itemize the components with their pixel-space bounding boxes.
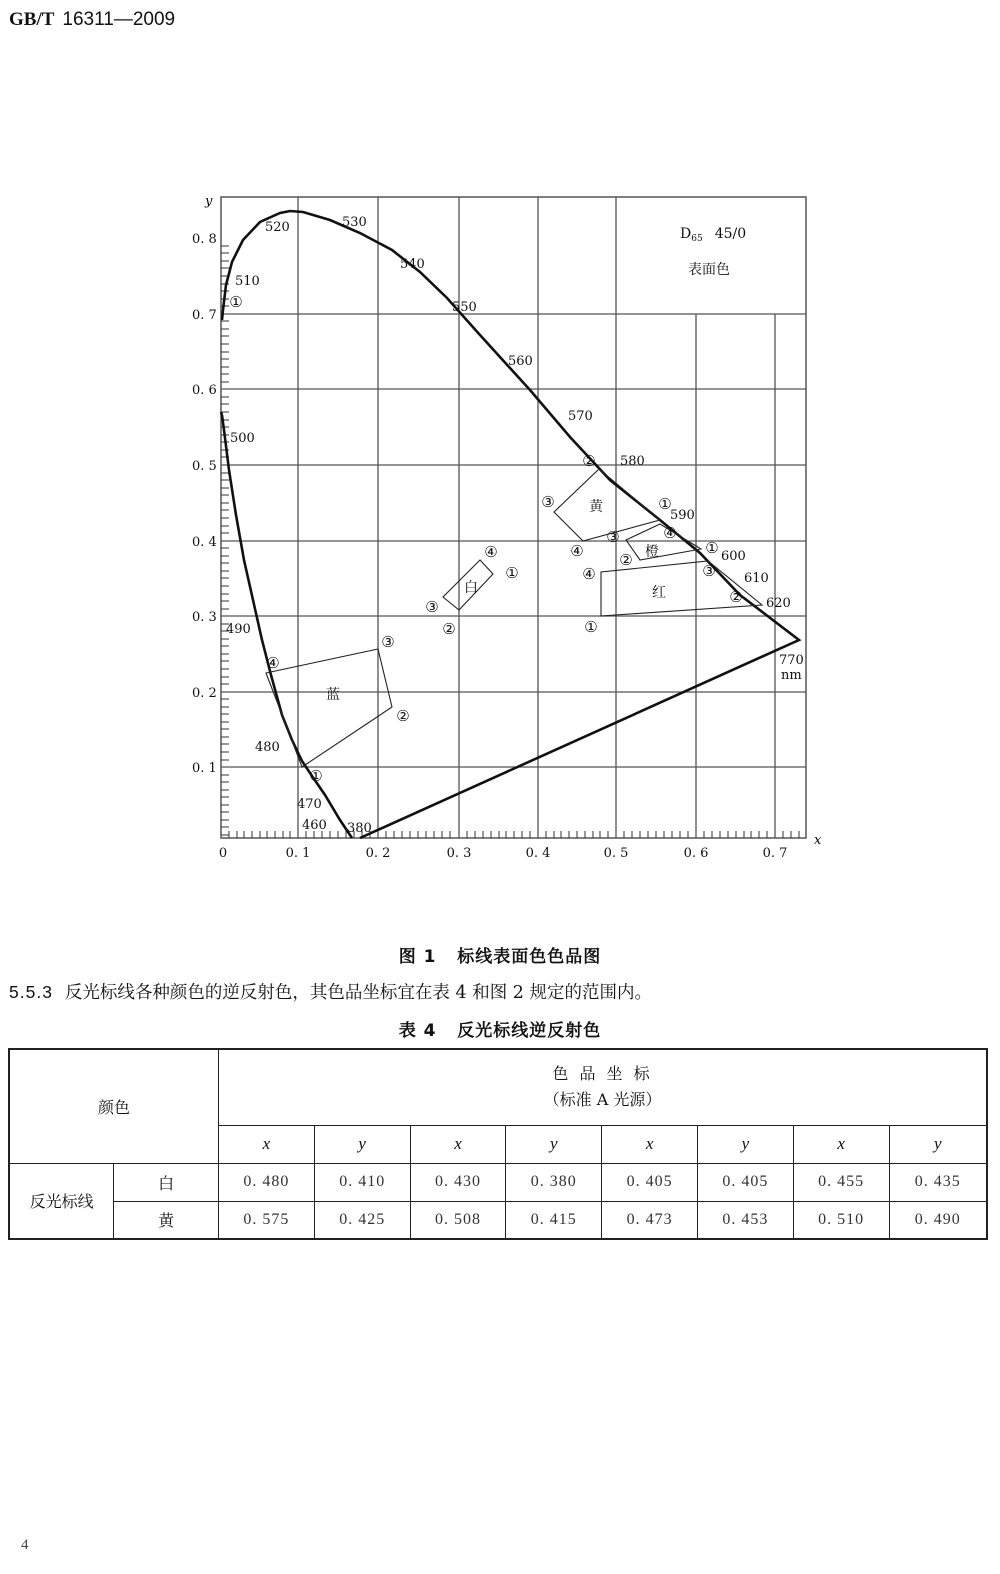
figure-caption: 图 1 标线表面色色品图 xyxy=(398,947,602,967)
svg-text:550: 550 xyxy=(452,300,477,315)
table-caption: 表 4 反光标线逆反射色 xyxy=(398,1021,602,1041)
x-axis-label: x xyxy=(814,833,822,848)
svg-text:③: ③ xyxy=(381,633,395,651)
svg-text:0. 3: 0. 3 xyxy=(192,610,217,625)
svg-text:490: 490 xyxy=(226,622,251,637)
header-color: 颜色 xyxy=(9,1049,219,1163)
svg-text:红: 红 xyxy=(652,585,666,601)
svg-text:白: 白 xyxy=(464,580,478,596)
svg-text:②: ② xyxy=(396,707,410,725)
svg-text:①: ① xyxy=(584,618,598,636)
svg-text:②: ② xyxy=(582,452,596,470)
svg-text:500: 500 xyxy=(230,431,255,446)
svg-text:蓝: 蓝 xyxy=(326,687,340,703)
svg-text:0. 8: 0. 8 xyxy=(192,232,217,247)
vertex-markers xyxy=(229,293,742,785)
svg-text:470: 470 xyxy=(297,797,322,812)
standard-number: 16311—2009 xyxy=(62,9,176,30)
svg-text:0. 2: 0. 2 xyxy=(365,846,391,861)
svg-text:0. 1: 0. 1 xyxy=(285,846,311,861)
svg-text:770: 770 xyxy=(779,653,804,668)
spectral-locus-join-top xyxy=(222,310,223,320)
y-tick-labels xyxy=(192,232,217,776)
svg-text:0: 0 xyxy=(218,846,228,861)
spectral-locus-join xyxy=(221,412,222,415)
svg-text:②: ② xyxy=(619,551,633,569)
svg-text:③: ③ xyxy=(541,493,555,511)
svg-text:表面色: 表面色 xyxy=(688,262,730,278)
svg-text:610: 610 xyxy=(744,571,769,586)
region-blue xyxy=(266,649,392,767)
section-number: 5.5.3 xyxy=(9,982,53,1002)
spectral-locus xyxy=(222,211,799,838)
svg-text:D6545/0: $D_{65}$ 45/0 xyxy=(680,226,747,244)
svg-text:0. 7: 0. 7 xyxy=(762,846,788,861)
svg-text:580: 580 xyxy=(620,454,645,469)
table-row: 反光标线 白 0. 480 0. 410 0. 430 0. 380 0. 405 0. 405 0. 455 0. 435 xyxy=(9,1163,987,1201)
svg-text:460: 460 xyxy=(302,818,327,833)
svg-text:①: ① xyxy=(309,767,323,785)
svg-text:520: 520 xyxy=(265,220,290,235)
svg-text:①: ① xyxy=(505,564,519,582)
svg-text:④: ④ xyxy=(663,524,677,542)
svg-text:③: ③ xyxy=(702,562,716,580)
svg-text:②: ② xyxy=(442,620,456,638)
plot-frame xyxy=(221,197,806,838)
svg-text:橙: 橙 xyxy=(645,544,659,560)
table-row: 黄 0. 575 0. 425 0. 508 0. 415 0. 473 0. 453 0. 510 0. 490 xyxy=(9,1201,987,1239)
svg-text:380: 380 xyxy=(347,821,372,836)
wavelength-labels xyxy=(226,215,804,836)
page-number: 4 xyxy=(21,1537,29,1553)
grid-lines xyxy=(221,197,806,838)
svg-text:0. 4: 0. 4 xyxy=(192,535,217,550)
svg-text:②: ② xyxy=(729,588,743,606)
svg-text:540: 540 xyxy=(400,257,425,272)
svg-text:0. 7: 0. 7 xyxy=(192,308,217,323)
svg-text:0. 5: 0. 5 xyxy=(603,846,629,861)
svg-text:0. 6: 0. 6 xyxy=(192,383,217,398)
svg-text:①: ① xyxy=(705,539,719,557)
svg-text:③: ③ xyxy=(425,598,439,616)
group-label: 反光标线 xyxy=(9,1163,114,1239)
svg-text:④: ④ xyxy=(484,543,498,561)
svg-text:黄: 黄 xyxy=(589,499,603,515)
svg-text:④: ④ xyxy=(582,565,596,583)
section-text: 反光标线各种颜色的逆反射色，其色品坐标宜在表 4 和图 2 规定的范围内。 xyxy=(64,983,652,1003)
standard-code: GB/T xyxy=(9,9,55,30)
svg-text:0. 2: 0. 2 xyxy=(192,686,217,701)
svg-text:0. 4: 0. 4 xyxy=(525,846,551,861)
svg-text:510: 510 xyxy=(235,274,260,289)
figure-legend xyxy=(680,226,746,278)
svg-text:④: ④ xyxy=(570,542,584,560)
svg-text:0. 1: 0. 1 xyxy=(192,761,217,776)
svg-text:620: 620 xyxy=(766,596,791,611)
svg-text:①: ① xyxy=(229,293,243,311)
x-tick-labels xyxy=(219,846,788,861)
svg-text:560: 560 xyxy=(508,354,533,369)
svg-text:530: 530 xyxy=(342,215,367,230)
svg-text:600: 600 xyxy=(721,549,746,564)
y-axis-label: y xyxy=(205,194,213,209)
svg-text:③: ③ xyxy=(606,528,620,546)
svg-text:590: 590 xyxy=(670,508,695,523)
svg-text:480: 480 xyxy=(255,740,280,755)
svg-text:0. 5: 0. 5 xyxy=(192,459,217,474)
header-coords: 色 品 坐 标 （标准 A 光源） xyxy=(219,1049,988,1125)
svg-text:④: ④ xyxy=(266,654,280,672)
svg-text:0. 3: 0. 3 xyxy=(446,846,472,861)
section-5-5-3 xyxy=(9,979,652,1004)
svg-text:570: 570 xyxy=(568,409,593,424)
svg-text:①: ① xyxy=(658,495,672,513)
svg-text:nm: nm xyxy=(781,668,802,683)
svg-text:0. 6: 0. 6 xyxy=(683,846,709,861)
table-4: 颜色 色 品 坐 标 （标准 A 光源） x y x y x y x y 反光标线 白 0. 480 0. 410 0. 430 0. 380 0. 405 0. 405 0. 455 0. 435 黄 0. 575 0. 425 0. 508 0. 415 0. 473 0. 453 0. 510 0. 490 xyxy=(8,1048,988,1240)
